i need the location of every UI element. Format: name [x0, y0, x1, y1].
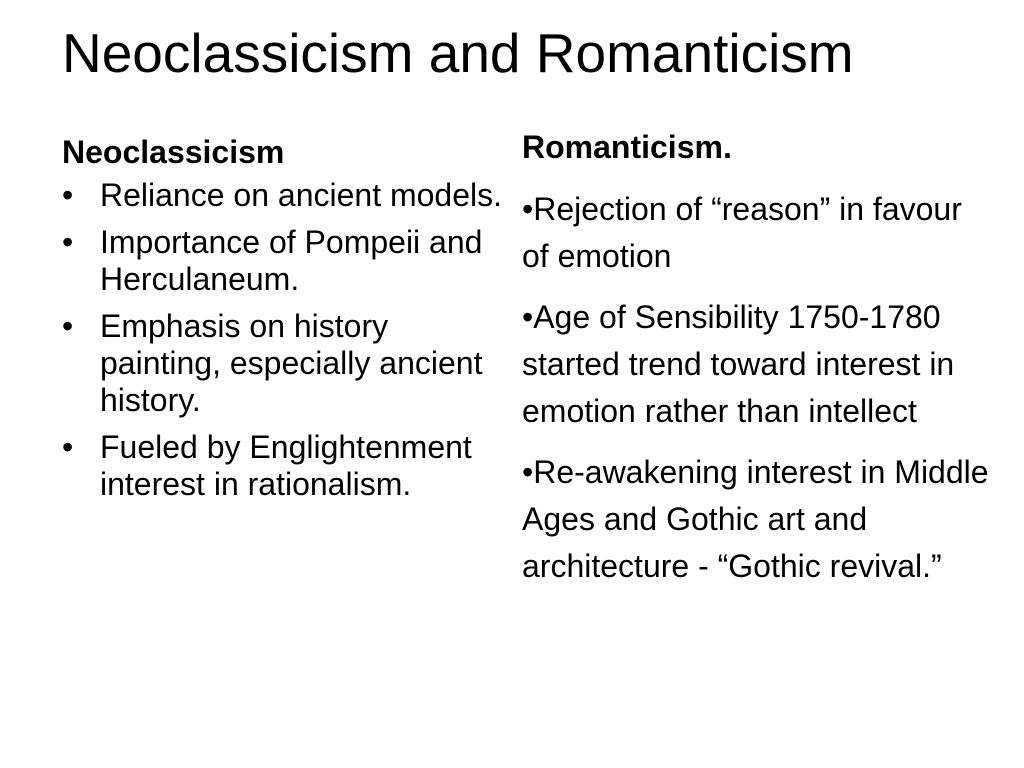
bullet-icon: •: [62, 429, 74, 466]
romanticism-paragraph: •Re-awakening interest in Middle Ages and Gothic art and architecture - “Gothic revival.”: [522, 454, 989, 585]
romanticism-heading: Romanticism.: [522, 129, 732, 165]
neoclassicism-bullet-list: [62, 177, 512, 503]
list-item-text: Reliance on ancient models.: [100, 177, 503, 214]
list-item: [62, 177, 512, 214]
list-item-text: Fueled by Englightenment interest in rationalism.: [100, 429, 472, 503]
romanticism-paragraph: •Rejection of “reason” in favour of emotion: [522, 191, 962, 275]
list-item: [62, 429, 512, 503]
neoclassicism-column: [62, 133, 512, 513]
slide-title: Neoclassicism and Romanticism: [62, 22, 854, 84]
bullet-icon: •: [62, 308, 74, 345]
neoclassicism-heading: Neoclassicism: [62, 134, 285, 170]
list-item: [62, 308, 512, 419]
list-item-text: Emphasis on history painting, especially ancient history.: [100, 308, 483, 419]
romanticism-paragraph: •Age of Sensibility 1750-1780 started trend toward interest in emotion rather than intellect: [522, 299, 955, 430]
list-item: [62, 224, 512, 298]
list-item-text: Importance of Pompeii and Herculaneum.: [100, 224, 483, 298]
romanticism-column: [522, 128, 992, 604]
bullet-icon: •: [62, 224, 74, 261]
bullet-icon: •: [62, 177, 74, 214]
